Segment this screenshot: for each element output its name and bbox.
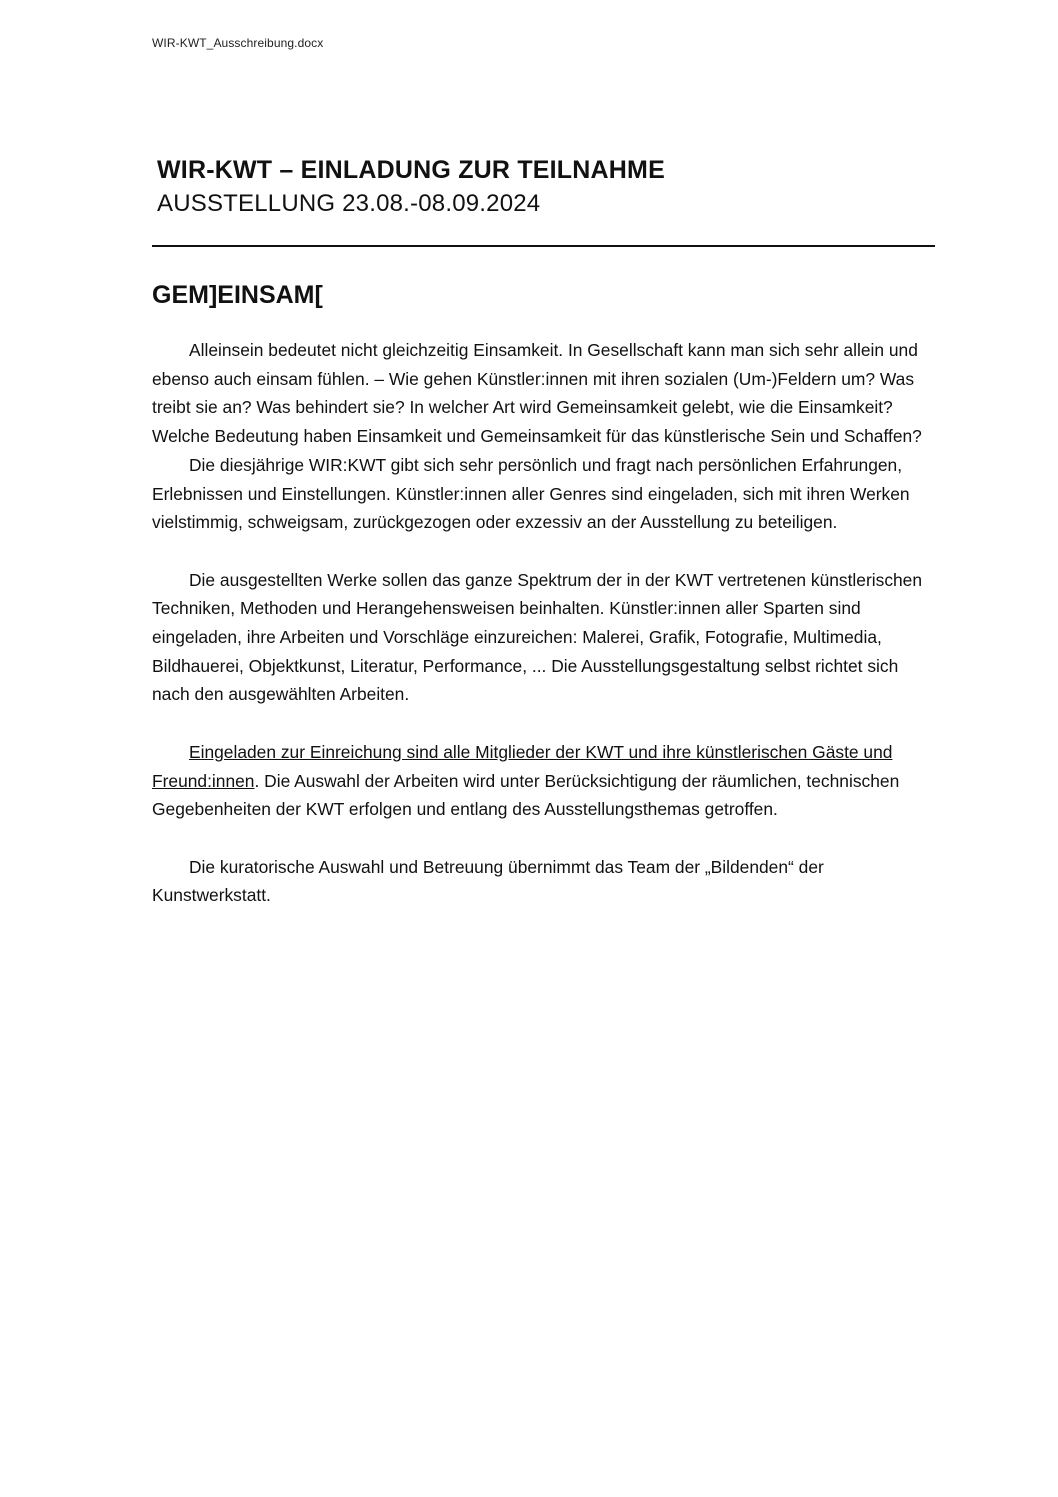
paragraph-intro: Alleinsein bedeutet nicht gleichzeitig Einsamkeit. In Gesellschaft kann man sich sehr allein und ebenso auch einsam fühlen. – Wie gehen Künstler:innen mit ihren sozialen (Um-)Feldern um? Was treibt sie an? Was behindert sie? In welcher Art wird Gemeinsamkeit gelebt, wie die Einsamkeit? Welche Bedeutung haben Einsamkeit und Gemeinsamkeit für das künstlerische Sein und Schaffen? bbox=[152, 340, 922, 447]
title-block bbox=[157, 153, 665, 221]
paragraph-personal: Die diesjährige WIR:KWT gibt sich sehr persönlich und fragt nach persönlichen Erfahrungen, Erlebnissen und Einstellungen. Künstler:innen aller Genres sind eingeladen, sich mit ihren Werken vielstimmig, schweigsam, zurückgezogen oder exzessiv an der Ausstellung zu beteiligen. bbox=[152, 454, 910, 533]
invitation-underlined-text: Eingeladen zur Einreichung sind alle Mitglieder der KWT und ihre künstlerischen Gäste und Freund:innen bbox=[152, 741, 893, 791]
paragraph-works: Die ausgestellten Werke sollen das ganze Spektrum der in der KWT vertretenen künstlerischen Techniken, Methoden und Herangehensweisen beinhalten. Künstler:innen aller Sparten sind eingeladen, ihre Arbeiten und Vorschläge einzureichen: Malerei, Grafik, Fotografie, Multimedia, Bildhauerei, Objektkunst, Literatur, Performance, ... Die Ausstellungsgestaltung selbst richtet sich nach den ausgewählten Arbeiten. bbox=[152, 569, 923, 705]
invitation-text: . Die Auswahl der Arbeiten wird unter Berücksichtigung der räumlichen, technischen Gegebenheiten der KWT erfolgen und entlang des Ausstellungsthemas getroffen. bbox=[152, 770, 900, 820]
title-divider bbox=[152, 245, 935, 247]
body-text bbox=[152, 336, 937, 910]
document-title: WIR-KWT – EINLADUNG ZUR TEILNAHME bbox=[157, 156, 665, 184]
section-heading: GEM]EINSAM[ bbox=[152, 281, 323, 309]
document-subtitle: AUSSTELLUNG 23.08.-08.09.2024 bbox=[157, 190, 541, 217]
file-name-header: WIR-KWT_Ausschreibung.docx bbox=[152, 36, 324, 50]
paragraph-invitation bbox=[152, 738, 937, 824]
paragraph-curation: Die kuratorische Auswahl und Betreuung übernimmt das Team der „Bildenden“ der Kunstwerkstatt. bbox=[152, 856, 824, 906]
